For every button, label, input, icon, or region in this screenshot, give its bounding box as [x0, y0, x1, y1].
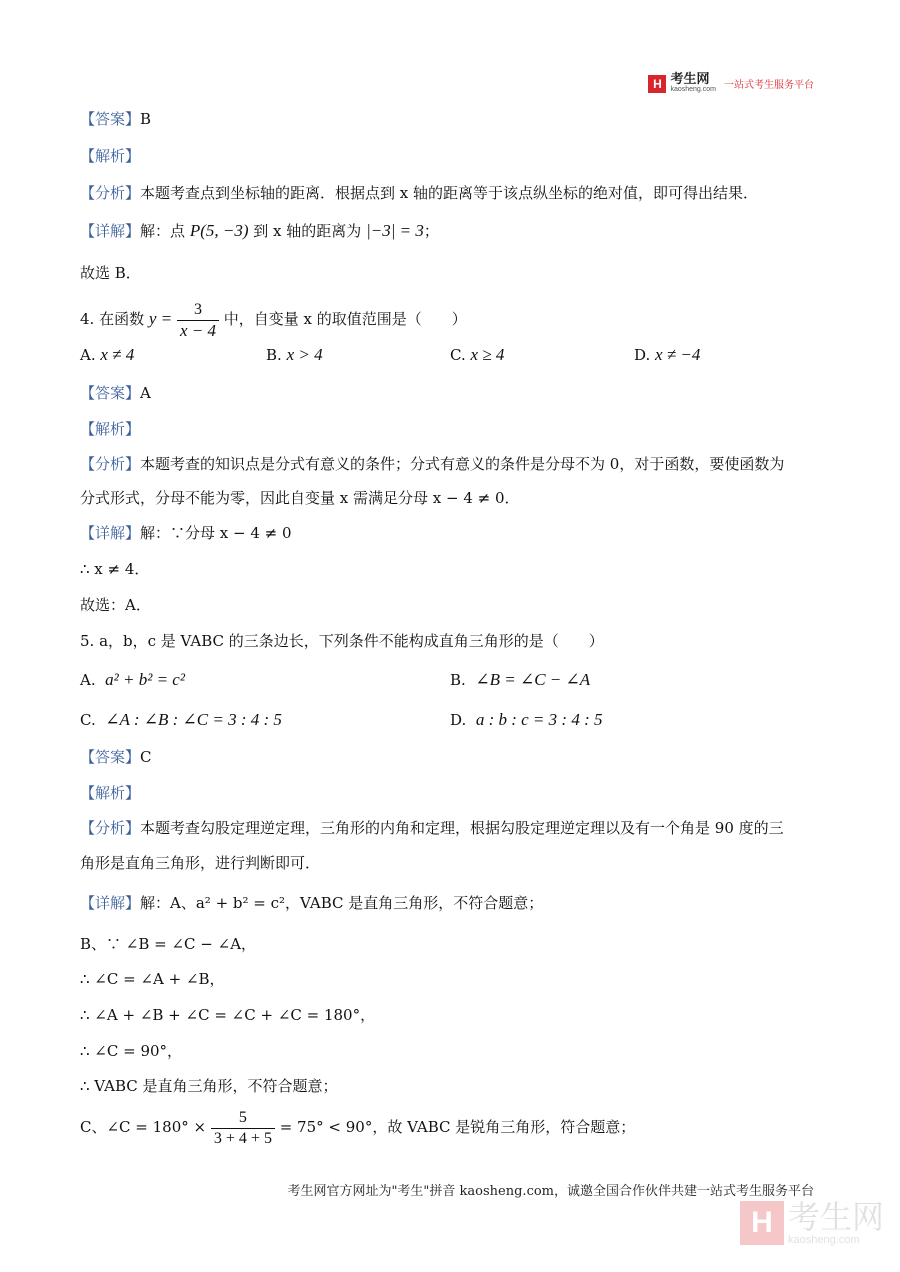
xiangjie-text: 解：A、a² + b² = c²，VABC 是直角三角形，不符合题意；	[140, 894, 544, 912]
abs-expr: |−3| = 3	[366, 221, 424, 240]
logo-icon: H	[648, 75, 666, 93]
q4-option-d	[634, 345, 700, 365]
q4-fenxi-line2: 分式形式，分母不能为零，因此自变量 x 需满足分母 x − 4 ≠ 0．	[80, 489, 520, 507]
q5-analysis-heading: 【解析】	[80, 784, 141, 802]
q4-option-c	[450, 345, 504, 365]
fenxi-tag: 【分析】	[80, 455, 141, 473]
watermark-text	[784, 1200, 884, 1246]
line-c-pre: C、∠C = 180° ×	[80, 1118, 207, 1136]
q5-answer	[80, 746, 152, 768]
frac-num: 5	[211, 1108, 275, 1129]
q4-xiangjie	[80, 522, 292, 544]
xiangjie-end: ；	[423, 222, 439, 240]
option-expr: a² + b² = c²	[105, 670, 185, 689]
q4-stem-pre: 4. 在函数	[80, 310, 145, 328]
q3-xiangjie	[80, 220, 439, 242]
option-expr: x ≠ 4	[100, 345, 135, 364]
q5-option-b	[450, 670, 590, 690]
q4-answer	[80, 382, 151, 404]
option-expr: a : b : c = 3 : 4 : 5	[475, 710, 603, 729]
xiangjie-tag: 【详解】	[80, 222, 141, 240]
xiangjie-tag: 【详解】	[80, 524, 141, 542]
answer-tag: 【答案】	[80, 384, 141, 402]
logo-slogan: 一站式考生服务平台	[724, 80, 814, 91]
answer-tag: 【答案】	[80, 748, 141, 766]
q5-stem: 5. a，b，c 是 VABC 的三条边长，下列条件不能构成直角三角形的是（ ）	[80, 632, 604, 650]
fenxi-tag: 【分析】	[80, 819, 141, 837]
line-c-fraction	[211, 1108, 275, 1149]
q5-fenxi-line1	[80, 817, 784, 839]
option-expr: x ≥ 4	[470, 345, 505, 364]
q5-option-d	[450, 710, 602, 730]
q5-line-c	[80, 1106, 635, 1149]
q3-analysis-heading: 【解析】	[80, 147, 141, 165]
q4-therefore: ∴ x ≠ 4．	[80, 560, 150, 578]
q5-xiangjie-a	[80, 892, 543, 914]
option-label: B.	[450, 671, 466, 689]
q3-fenxi	[80, 182, 758, 204]
q4-stem-post: 中，自变量 x 的取值范围是（ ）	[223, 310, 467, 328]
line-c-post: = 75° < 90°，故 VABC 是锐角三角形，符合题意；	[279, 1118, 636, 1136]
logo-text	[670, 74, 716, 93]
xiangjie-pre: 解：点	[140, 222, 186, 240]
watermark-en: kaosheng.com	[787, 1234, 860, 1246]
func-fraction	[177, 300, 219, 341]
q5-line-b3: ∴ ∠A + ∠B + ∠C = ∠C + ∠C = 180°，	[80, 1006, 376, 1024]
q4-option-b	[266, 345, 323, 365]
answer-tag: 【答案】	[80, 110, 141, 128]
watermark-logo-icon: H	[740, 1201, 784, 1245]
brand-logo	[648, 74, 814, 93]
q3-conclusion: 故选 B．	[80, 264, 141, 282]
q5-option-c	[80, 710, 282, 730]
fenxi-text: 本题考查点到坐标轴的距离．根据点到 x 轴的距离等于该点纵坐标的绝对值，即可得出结果．	[140, 184, 759, 202]
option-label: A.	[80, 671, 96, 689]
fenxi-text: 本题考查勾股定理逆定理，三角形的内角和定理，根据勾股定理逆定理以及有一个角是 90 度的三	[140, 819, 784, 837]
option-expr: x ≠ −4	[655, 345, 701, 364]
xiangjie-tag: 【详解】	[80, 894, 141, 912]
q4-option-a	[80, 345, 134, 365]
logo-cn: 考生网	[670, 72, 710, 87]
answer-value: B	[140, 110, 152, 128]
frac-den: 3 + 4 + 5	[213, 1129, 272, 1147]
frac-den: x − 4	[179, 320, 216, 340]
option-expr: ∠B = ∠C − ∠A	[475, 670, 591, 689]
xiangjie-text: 解：∵分母 x − 4 ≠ 0	[140, 524, 292, 542]
option-label: D.	[450, 711, 467, 729]
answer-value: A	[140, 384, 151, 402]
option-label: A.	[80, 346, 96, 364]
footer-text: 考生网官方网址为"考生"拼音 kaosheng.com，诚邀全国合作伙伴共建一站式考生服务平台	[287, 1184, 814, 1199]
option-label: D.	[634, 346, 651, 364]
point-expr: P(5, −3)	[189, 221, 249, 240]
func-lhs: y =	[148, 309, 173, 328]
answer-value: C	[140, 748, 152, 766]
logo-en: kaosheng.com	[670, 86, 716, 93]
q4-analysis-heading: 【解析】	[80, 420, 141, 438]
option-label: B.	[266, 346, 282, 364]
q5-line-b2: ∴ ∠C = ∠A + ∠B，	[80, 970, 225, 988]
q4-stem	[80, 298, 467, 341]
frac-num: 3	[177, 300, 219, 321]
watermark-cn: 考生网	[787, 1198, 884, 1236]
option-label: C.	[80, 711, 96, 729]
xiangjie-mid: 到 x 轴的距离为	[253, 222, 362, 240]
fenxi-text: 本题考查的知识点是分式有意义的条件；分式有意义的条件是分母不为 0，对于函数，要使函数为	[140, 455, 785, 473]
option-expr: ∠A : ∠B : ∠C = 3 : 4 : 5	[105, 710, 282, 729]
option-label: C.	[450, 346, 466, 364]
q3-answer	[80, 108, 151, 130]
q5-option-a	[80, 670, 185, 690]
q5-fenxi-line2: 角形是直角三角形，进行判断即可．	[80, 854, 321, 872]
q4-fenxi-line1	[80, 453, 784, 475]
q5-line-b5: ∴ VABC 是直角三角形，不符合题意；	[80, 1077, 338, 1095]
q5-line-b1: B、∵ ∠B = ∠C − ∠A，	[80, 935, 257, 953]
option-expr: x > 4	[286, 345, 323, 364]
fenxi-tag: 【分析】	[80, 184, 141, 202]
watermark	[740, 1200, 884, 1246]
q5-line-b4: ∴ ∠C = 90°，	[80, 1042, 183, 1060]
q4-conclusion: 故选：A．	[80, 596, 151, 614]
